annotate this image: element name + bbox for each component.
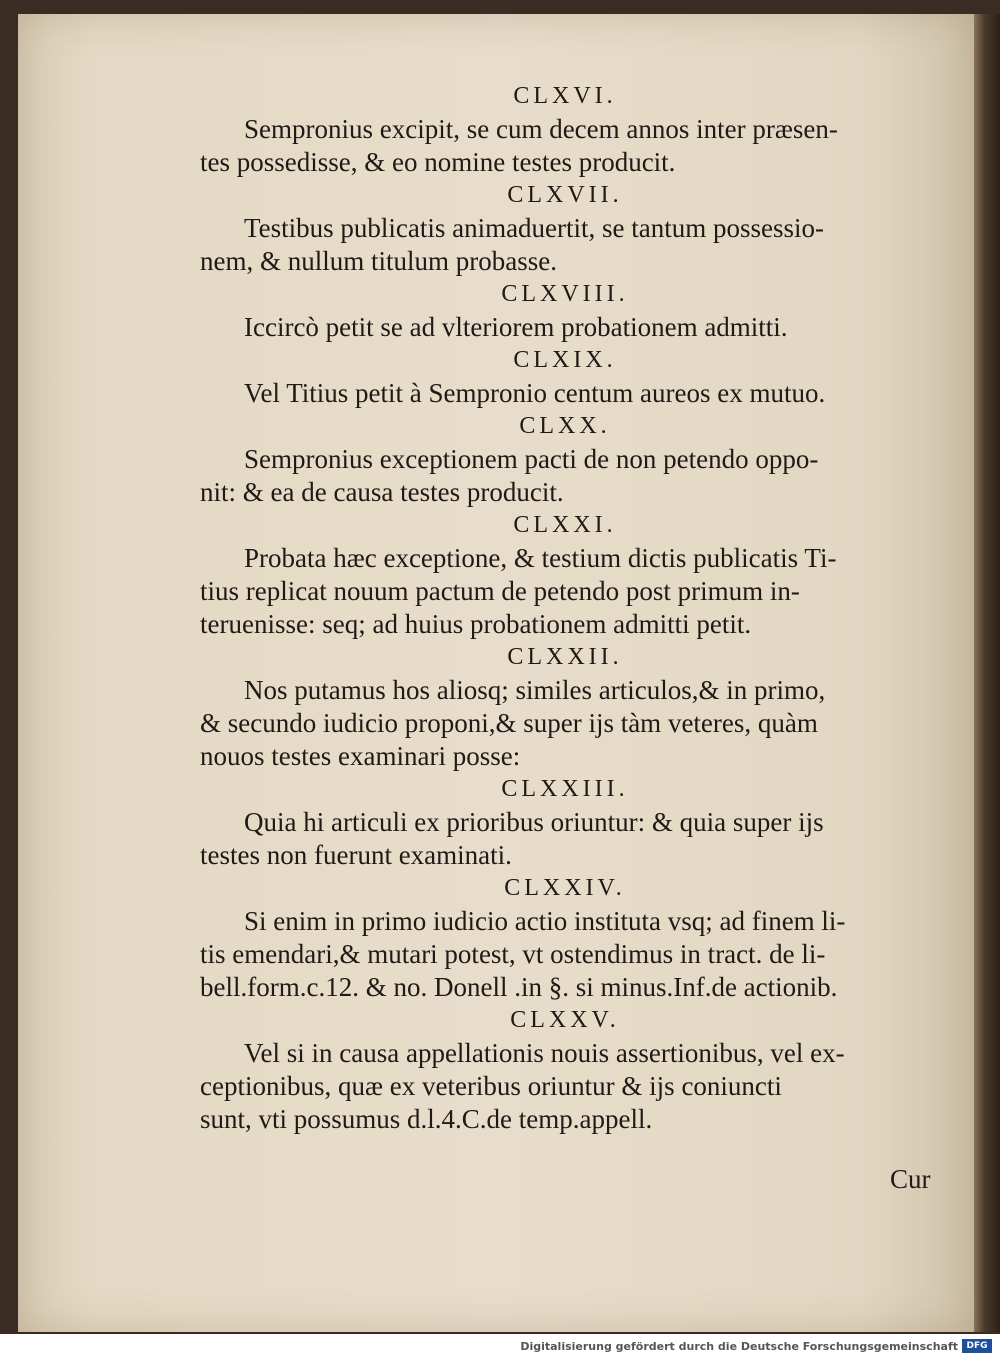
text-line: nit: & ea de causa testes producit. (200, 477, 564, 507)
section-numeral: CLXIX. (513, 347, 617, 373)
text-line: Testibus publicatis animaduertit, se tantum possessio- (244, 213, 825, 243)
text-line: Sempronius exceptionem pacti de non petendo oppo- (244, 444, 819, 474)
section-numeral: CLXXIII. (501, 776, 629, 802)
text-line: Vel Titius petit à Sempronio centum aureos ex mutuo. (244, 378, 826, 408)
text-line: Nos putamus hos aliosq; similes articulos,& in primo, (244, 675, 826, 705)
section-numeral: CLXXV. (510, 1007, 620, 1033)
dfg-logo-icon: DFG (962, 1339, 992, 1353)
section-numeral: CLXVI. (513, 83, 617, 109)
text-line: Quia hi articuli ex prioribus oriuntur: & quia super ijs (244, 807, 824, 837)
book-spine-edge (974, 14, 1000, 1332)
text-line: Si enim in primo iudicio actio instituta vsq; ad finem li- (244, 906, 846, 936)
text-line: teruenisse: seq; ad huius probationem admitti petit. (200, 609, 752, 639)
section-numeral: CLXVII. (507, 182, 623, 208)
footer-bar (0, 1334, 1000, 1358)
section-numeral: CLXVIII. (501, 281, 629, 307)
page-text (200, 80, 960, 1136)
funding-credit: Digitalisierung gefördert durch die Deutsche Forschungsgemeinschaft (520, 1340, 958, 1353)
section-numeral: CLXXI. (513, 512, 617, 538)
text-line: bell.form.c.12. & no. Donell .in §. si minus.Inf.de actionib. (200, 972, 838, 1002)
text-line: tes possedisse, & eo nomine testes producit. (200, 147, 676, 177)
catchword: Cur (890, 1164, 931, 1194)
text-line: ceptionibus, quæ ex veteribus oriuntur & ijs coniuncti (200, 1071, 782, 1101)
text-line: nem, & nullum titulum probasse. (200, 246, 557, 276)
text-line: Iccircò petit se ad vlteriorem probationem admitti. (244, 312, 788, 342)
text-line: & secundo iudicio proponi,& super ijs tàm veteres, quàm (200, 708, 818, 738)
text-line: tis emendari,& mutari potest, vt ostendimus in tract. de li- (200, 939, 826, 969)
text-line: testes non fuerunt examinati. (200, 840, 512, 870)
text-line: Sempronius excipit, se cum decem annos inter præsen- (244, 114, 838, 144)
text-line: nouos testes examinari posse: (200, 741, 521, 771)
section-numeral: CLXXIV. (504, 875, 626, 901)
section-numeral: CLXXII. (507, 644, 623, 670)
text-line: Vel si in causa appellationis nouis assertionibus, vel ex- (244, 1038, 845, 1068)
text-line: Probata hæc exceptione, & testium dictis publicatis Ti- (244, 543, 837, 573)
section-numeral: CLXX. (519, 413, 611, 439)
text-line: sunt, vti possumus d.l.4.C.de temp.appell. (200, 1104, 653, 1134)
text-line: tius replicat nouum pactum de petendo post primum in- (200, 576, 800, 606)
